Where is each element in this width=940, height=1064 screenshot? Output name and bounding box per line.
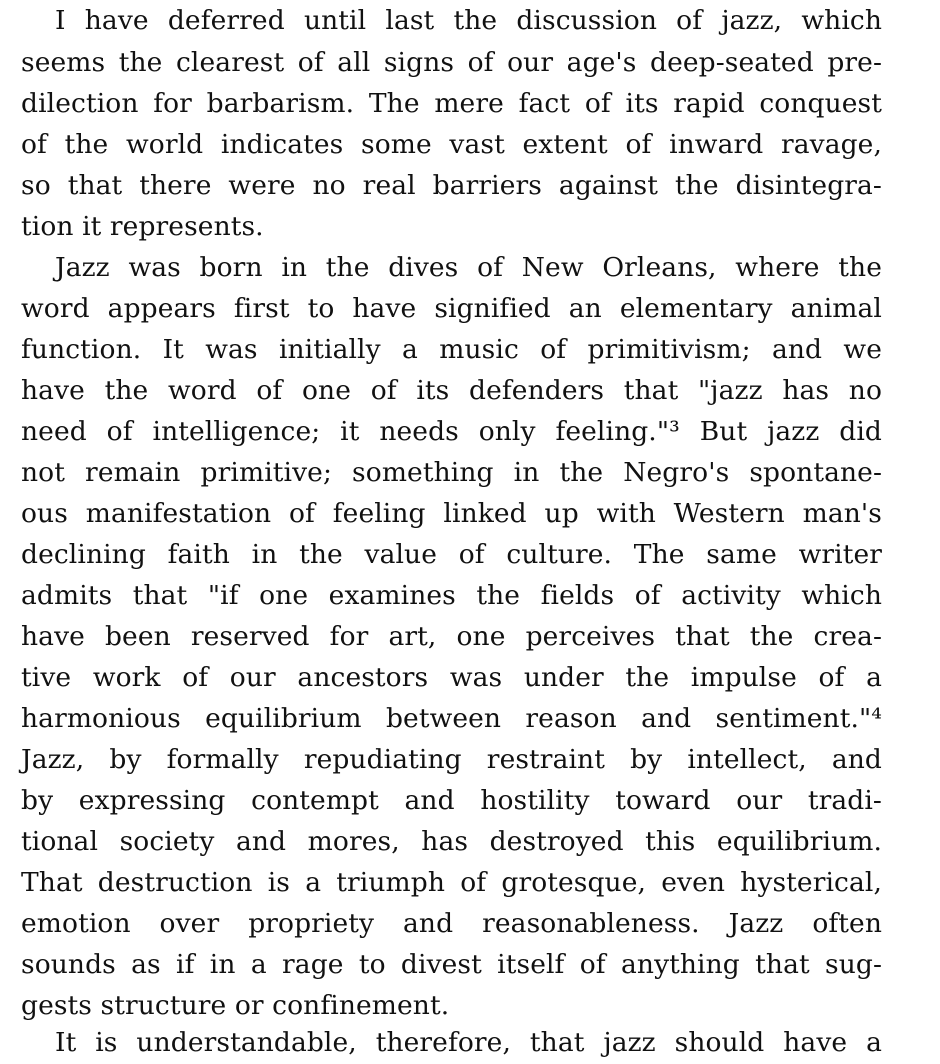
text-line: declining faith in the value of culture. The same writer: [21, 539, 882, 570]
text-line: seems the clearest of all signs of our age's deep-seated pre-: [21, 47, 882, 78]
text-line: ous manifestation of feeling linked up with Western man's: [21, 498, 882, 529]
text-line: dilection for barbarism. The mere fact of its rapid conquest: [21, 88, 882, 119]
text-line: harmonious equilibrium between reason and sentiment."⁴: [21, 703, 882, 734]
text-line: emotion over propriety and reasonableness. Jazz often: [21, 908, 882, 939]
text-line: tional society and mores, has destroyed this equilibrium.: [21, 826, 882, 857]
text-line: need of intelligence; it needs only feeling."³ But jazz did: [21, 416, 882, 447]
text-line: so that there were no real barriers against the disintegra-: [21, 170, 882, 201]
text-line: Jazz was born in the dives of New Orleans, where the: [55, 252, 882, 283]
text-line: sounds as if in a rage to divest itself of anything that sug-: [21, 949, 882, 980]
text-line: Jazz, by formally repudiating restraint by intellect, and: [21, 744, 882, 775]
text-line: tion it represents.: [21, 211, 264, 242]
text-line: admits that "if one examines the fields of activity which: [21, 580, 882, 611]
text-line: by expressing contempt and hostility toward our tradi-: [21, 785, 882, 816]
text-line: word appears first to have signified an elementary animal: [21, 293, 882, 324]
text-line: not remain primitive; something in the Negro's spontane-: [21, 457, 882, 488]
text-line: tive work of our ancestors was under the impulse of a: [21, 662, 882, 693]
text-line: I have deferred until last the discussion of jazz, which: [55, 5, 882, 36]
text-line: of the world indicates some vast extent of inward ravage,: [21, 129, 882, 160]
text-line: It is understandable, therefore, that jazz should have a: [55, 1027, 882, 1058]
text-line: function. It was initially a music of primitivism; and we: [21, 334, 882, 365]
text-line: gests structure or confinement.: [21, 990, 450, 1021]
text-line: That destruction is a triumph of grotesque, even hysterical,: [21, 867, 882, 898]
text-line: have the word of one of its defenders that "jazz has no: [21, 375, 882, 406]
text-line: have been reserved for art, one perceives that the crea-: [21, 621, 882, 652]
